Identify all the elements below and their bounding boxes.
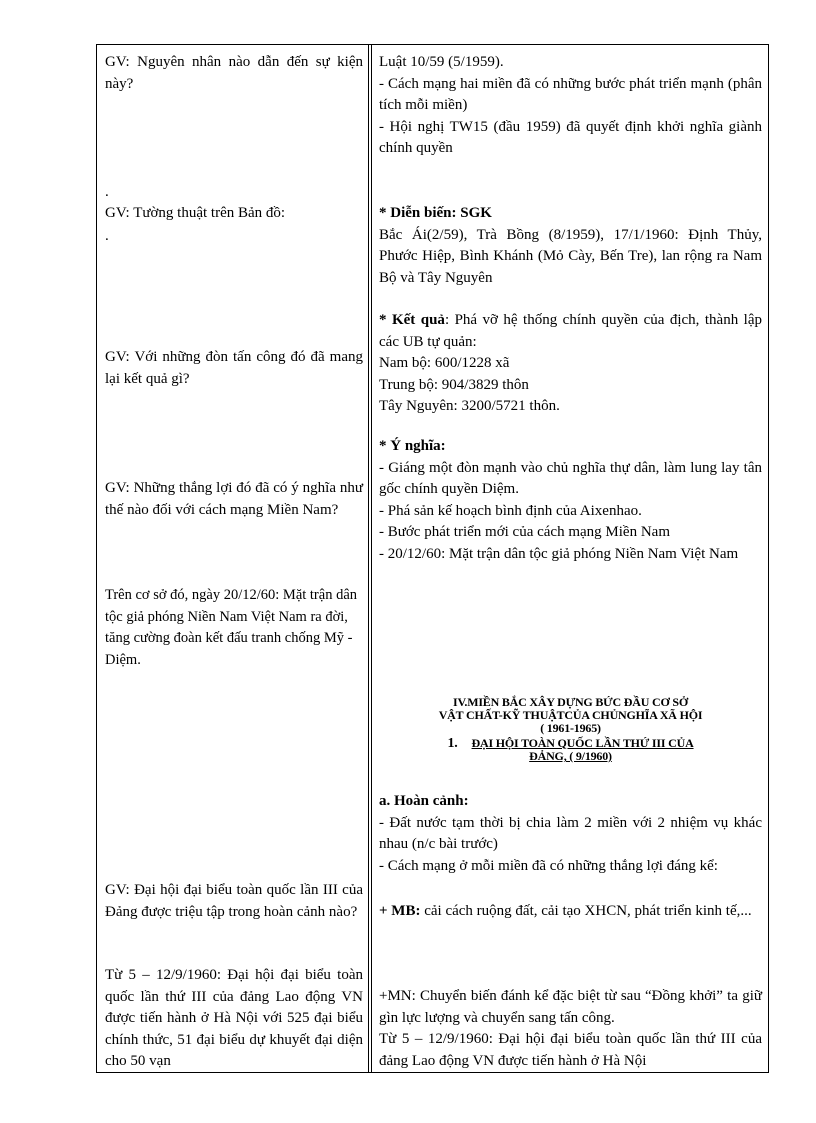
south-text: : Chuyển biến đánh kể đặc biệt từ sau “Đồng khởi” ta giữ gìn lực lượng và chuyển sang tấn công. xyxy=(379,988,762,1026)
north-text: cải cách ruộng đất, cải tạo XHCN, phát triển kinh tế,... xyxy=(420,903,752,919)
subsection-title-cont: ĐẢNG, ( 9/1960) xyxy=(529,749,612,763)
subsection-title: ĐẠI HỘI TOÀN QUỐC LẦN THỨ III CỦA xyxy=(471,736,694,750)
context-heading: a. Hoàn cảnh: xyxy=(379,793,469,809)
dot-marker: . xyxy=(105,184,109,200)
lesson-table xyxy=(96,44,769,1073)
meaning-item: - Giáng một đòn mạnh vào chủ nghĩa thự dân, làm lung lay tân gốc chính quyền Diệm. xyxy=(379,459,762,497)
events-heading: * Diễn biến: SGK xyxy=(379,205,492,221)
question-meaning: GV: Những thắng lợi đó đã có ý nghĩa như thế nào đối với cách mạng Miền Nam? xyxy=(105,480,363,518)
result-heading: * Kết quả xyxy=(379,312,445,328)
result-line: Nam bộ: 600/1228 xã xyxy=(379,355,510,371)
section-title-line: VẬT CHẤT-KỸ THUẬTCỦA CHỦNGHĨA XÃ HỘI xyxy=(438,708,703,722)
content-column xyxy=(379,45,762,1072)
result-line: Tây Nguyên: 3200/5721 thôn. xyxy=(379,398,560,414)
events-text: Bắc Ái(2/59), Trà Bồng (8/1959), 17/1/1960: Định Thủy, Phước Hiệp, Bình Khánh (Mỏ Cày, Bến Tre), lan rộng ra Nam Bộ và Tây Nguyên xyxy=(379,226,762,286)
result-line: Trung bộ: 904/3829 thôn xyxy=(379,376,529,393)
meaning-block xyxy=(379,436,762,565)
column-divider xyxy=(368,45,372,1072)
context-block xyxy=(379,791,762,877)
meaning-heading: * Ý nghĩa: xyxy=(379,438,446,454)
subsection-number: 1. xyxy=(447,736,458,751)
south-label: +MN xyxy=(379,988,412,1004)
meaning-item: - Phá sản kế hoạch bình định của Aixenhao. xyxy=(379,502,642,519)
south-block xyxy=(379,986,762,1072)
cause-item: Luật 10/59 (5/1959). xyxy=(379,54,504,70)
meaning-item: - Bước phát triển mới của cách mạng Miền Nam xyxy=(379,524,670,540)
meaning-item: - 20/12/60: Mặt trận dân tộc giả phóng Niền Nam Việt Nam xyxy=(379,545,739,562)
context-item: - Cách mạng ở mỗi miền đã có những thắng lợi đáng kể: xyxy=(379,857,718,874)
result-block xyxy=(379,310,762,418)
north-block xyxy=(379,901,762,923)
cause-item: - Hội nghị TW15 (đầu 1959) đã quyết định khởi nghĩa giành chính quyền xyxy=(379,118,762,156)
events-block xyxy=(379,203,762,289)
north-label: + MB: xyxy=(379,903,421,919)
cause-item: - Cách mạng hai miền đã có những bước phát triển mạnh (phân tích mỗi miền) xyxy=(379,75,762,113)
front-founding-note: Trên cơ sở đó, ngày 20/12/60: Mặt trận dân tộc giả phóng Niền Nam Việt Nam ra đời, tăng cường đoàn kết đấu tranh chống Mỹ - Diệm. xyxy=(105,587,358,668)
question-result: GV: Với những đòn tấn công đó đã mang lại kết quả gì? xyxy=(105,349,363,387)
cause-block xyxy=(379,52,762,160)
section-heading xyxy=(379,696,762,763)
question-congress: GV: Đại hội đại biểu toàn quốc lần III của Đảng được triệu tập trong hoàn cảnh nào? xyxy=(105,882,363,920)
question-map: GV: Tường thuật trên Bản đồ: xyxy=(105,205,286,221)
congress-text: Từ 5 – 12/9/1960: Đại hội đại biểu toàn quốc lần thứ III của đảng Lao động VN được tiến hành ở Hà Nội xyxy=(379,1031,762,1069)
section-period: ( 1961-1965) xyxy=(540,721,601,735)
context-item: - Đất nước tạm thời bị chia làm 2 miền với 2 nhiệm vụ khác nhau (n/c bài trước) xyxy=(379,814,762,852)
congress-note: Từ 5 – 12/9/1960: Đại hội đại biểu toàn quốc lần thứ III của đảng Lao động VN được tiến hành ở Hà Nội với 525 đại biểu chính thức, 51 đại biểu dự khuyết đại diện cho 50 vạn xyxy=(105,967,363,1069)
teacher-column xyxy=(105,45,363,1072)
section-title-line: IV.MIỀN BẮC XÂY DỰNG BỨC ĐẦU CƠ SỞ xyxy=(453,695,688,709)
result-text: : Phá vỡ hệ thống chính quyền của địch, thành lập các UB tự quản: xyxy=(379,312,762,350)
dot-marker: . xyxy=(105,228,109,244)
question-cause: GV: Nguyên nhân nào dẫn đến sự kiện này? xyxy=(105,54,363,92)
